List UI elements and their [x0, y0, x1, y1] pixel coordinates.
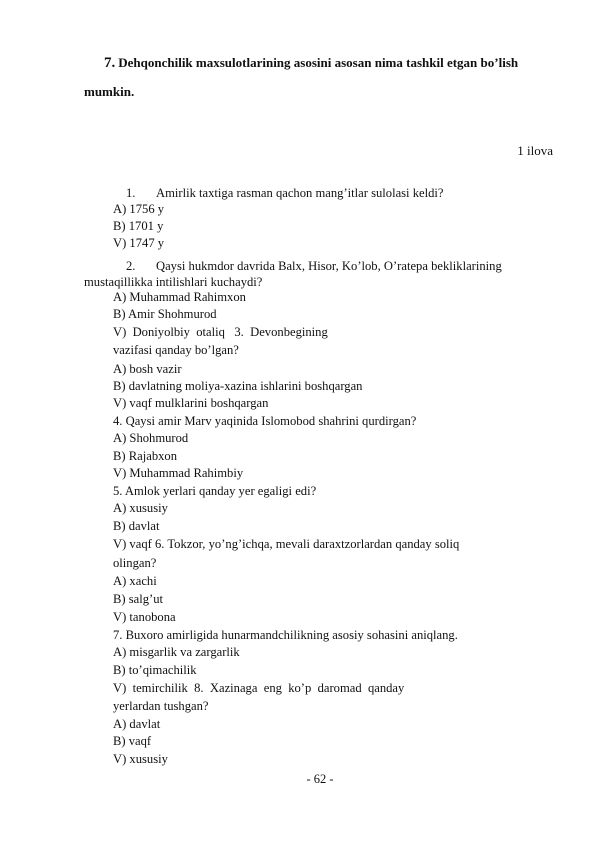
question-7-text: 7. Buxoro amirligida hunarmandchilikning asosiy sohasini aniqlang. — [113, 628, 458, 642]
question-1-text: Amirlik taxtiga rasman qachon mang’itlar sulolasi keldi? — [156, 186, 444, 200]
question-1-option-b: B) 1701 y — [113, 219, 164, 233]
question-5-option-v: V) vaqf 6. Tokzor, yo’ng’ichqa, mevali daraxtzorlardan qanday soliq — [113, 537, 460, 551]
heading-line-1: Dehqonchilik maxsulotlarining asosini asosan nima tashkil etgan bo’lish — [118, 55, 519, 70]
question-1-option-a: A) 1756 y — [113, 202, 165, 216]
question-7-option-a: A) misgarlik va zargarlik — [113, 645, 240, 659]
question-4-option-a: A) Shohmurod — [113, 431, 189, 445]
question-1-number: 1. — [126, 186, 136, 200]
question-2-option-b: B) Amir Shohmurod — [113, 307, 217, 321]
section-heading — [104, 55, 518, 72]
question-6-option-a: A) xachi — [113, 574, 157, 588]
heading-line-2: mumkin. — [84, 84, 135, 99]
question-2-text-line-1 — [156, 258, 554, 274]
question-8-option-a: A) davlat — [113, 717, 161, 731]
question-2-text-line-1-span: Qaysi hukmdor davrida Balx, Hisor, Ko’lob, O’ratepa bekliklarining — [156, 259, 502, 273]
appendix-label: 1 ilova — [517, 143, 553, 158]
page-number: - 62 - — [306, 772, 334, 786]
question-6-option-v: V) tanobona — [113, 610, 176, 624]
question-8-option-b: B) vaqf — [113, 734, 152, 748]
question-5-text: 5. Amlok yerlari qanday yer egaligi edi? — [113, 484, 317, 498]
question-2-option-a: A) Muhammad Rahimxon — [113, 290, 246, 304]
question-5-option-a: A) xususiy — [113, 501, 168, 515]
question-1-option-v: V) 1747 y — [113, 236, 165, 250]
question-3-option-v: V) vaqf mulklarini boshqargan — [113, 396, 269, 410]
question-8-text: yerlardan tushgan? — [113, 699, 209, 713]
question-5-option-b: B) davlat — [113, 519, 160, 533]
question-7-option-v: V) temirchilik 8. Xazinaga eng ko’p daromad qanday — [113, 681, 405, 695]
question-3-text: vazifasi qanday bo’lgan? — [113, 343, 239, 357]
question-2-number: 2. — [126, 259, 136, 273]
question-4-text: 4. Qaysi amir Marv yaqinida Islomobod shahrini qurdirgan? — [113, 414, 417, 428]
question-6-option-b: B) salg’ut — [113, 592, 164, 606]
question-3-option-a: A) bosh vazir — [113, 362, 182, 376]
question-2-option-v: V) Doniyolbiy otaliq 3. Devonbegining — [113, 325, 328, 339]
question-2-text-line-2: mustaqillikka intilishlari kuchaydi? — [84, 275, 263, 289]
question-4-option-v: V) Muhammad Rahimbiy — [113, 466, 244, 480]
question-7-option-b: B) to’qimachilik — [113, 663, 197, 677]
question-3-option-b: B) davlatning moliya-xazina ishlarini boshqargan — [113, 379, 363, 393]
question-6-text: olingan? — [113, 556, 157, 570]
question-4-option-b: B) Rajabxon — [113, 449, 178, 463]
heading-number: 7. — [104, 55, 116, 71]
question-8-option-v: V) xususiy — [113, 752, 168, 766]
